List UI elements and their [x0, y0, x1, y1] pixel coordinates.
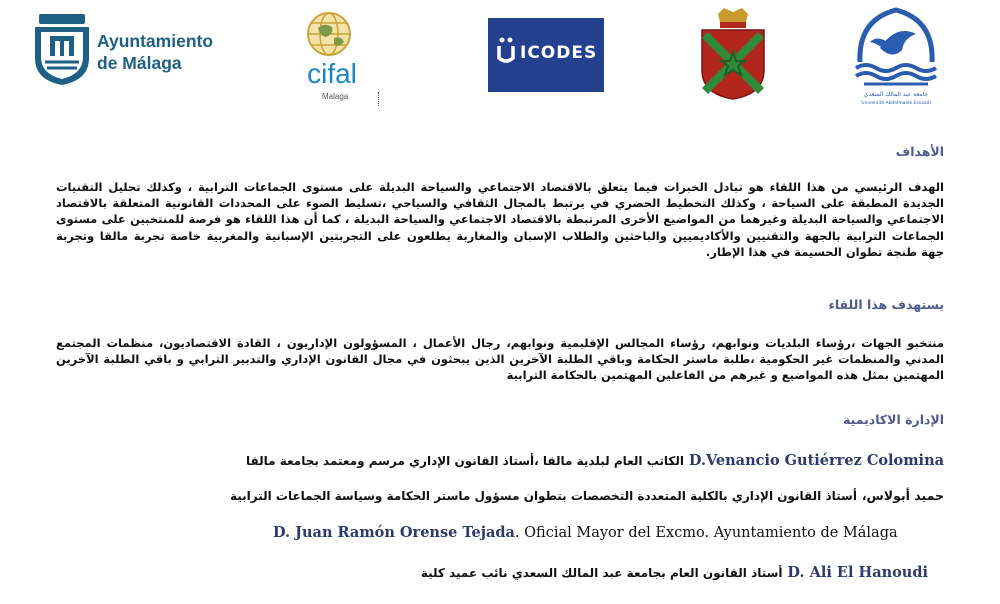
direction-heading: الإدارة الاكاديمية: [843, 412, 944, 427]
ayuntamiento-line1: Ayuntamiento: [97, 31, 214, 51]
ayuntamiento-line2: de Málaga: [97, 53, 182, 73]
director-role: . Oficial Mayor del Excmo. Ayuntamiento de Málaga: [514, 525, 898, 541]
icodes-person-icon: [496, 36, 516, 66]
director-name: D. Juan Ramón Orense Tejada: [273, 524, 515, 541]
audience-paragraph: منتخبو الجهات ،رؤساء البلديات ونوابهم، رؤساء المجالس الإقليمية ونوابهم، رجال الأعمال ، المسؤولون الإداريون ، القادة الاقتصاديون، منظمات المجتمع المدني والمنظمات غير الحكومية ،طلبة ماستر الحكامة وباقي الطلبة الآخرين الذين يبحثون في مجال القانون الإداري والتدبير الترابي و باقي الطلبة الآخرين المهتمين بمثل هذه المواضيع و غيرهم من الفاعلين المهتمين بالحكامة الترابية: [56, 336, 944, 383]
cifal-globe-icon: [304, 10, 354, 58]
university-emblem-icon: [850, 4, 942, 106]
university-caption-en: Université Abdelmalek Essaadi: [861, 101, 931, 106]
cifal-logo-subtitle: Malaga: [322, 92, 349, 101]
director-role: الكاتب العام لبلدية مالقا ،أستاذ القانون الإداري مرسم ومعتمد بجامعة مالقا: [245, 454, 685, 468]
text-cursor-mark: [378, 92, 381, 106]
logo-header: [0, 0, 1000, 115]
objectives-heading: الأهداف: [895, 144, 944, 159]
university-caption-ar: جامعة عبد المالك السعدي: [863, 91, 929, 98]
director-name: D. Ali El Hanoudi: [787, 564, 928, 581]
director-row-3: [273, 524, 898, 541]
director-row-4: [421, 564, 944, 581]
director-name: D.Venancio Gutiérrez Colomina: [688, 452, 944, 469]
region-coat-of-arms-icon: [698, 8, 768, 100]
director-role: أستاذ القانون الإداري بالكلية المتعددة التخصصات بتطوان مسؤول ماستر الحكامة وسياسة الجماعات الترابية: [229, 489, 857, 503]
director-role: أستاذ القانون العام بجامعة عبد المالك السعدي نائب عميد كلية: [420, 566, 783, 580]
ayuntamiento-logo-text: [97, 30, 213, 74]
cifal-logo-word: cifal: [307, 58, 357, 89]
audience-heading: يستهدف هذا اللقاء: [828, 297, 944, 312]
director-row-1: [246, 452, 944, 469]
director-row-2: [230, 488, 944, 504]
icodes-logo-word: ICODES: [520, 43, 598, 63]
director-name: حميد أبولاس،: [861, 488, 944, 503]
malaga-shield-icon: [33, 14, 91, 86]
objectives-paragraph: الهدف الرئيسي من هذا اللقاء هو تبادل الخبرات فيما يتعلق بالاقتصاد الاجتماعي والسياحة البديلة على مستوى الجماعات الترابية ، وكذلك تحليل التقنيات الجديدة المطبقة على السياحة ، وكذلك التخطيط الحضري في يرتبط بالمجال الثقافي والسياحي ،تسليط الضوء على المحددات القانونية المتعلقة بالاقتصاد الاجتماعي والسياحة البديلة وغيرهما من المواضيع الأخرى المرتبطة بالاقتصاد الاجتماعي والسياحة البديلة ، كما أن هذا اللقاء هو فرصة للمنتخبين على مستوى الجماعات الترابية بالجهة والتقنيين والأكاديميين والباحثين والطلاب الإسبان والمغاربة يطلعون على التجربتين الإسبانية والمغربية خاصة تجربة مالقا وتجربة جهة طنجة تطوان الحسيمة في هذا الإطار.: [56, 180, 944, 259]
